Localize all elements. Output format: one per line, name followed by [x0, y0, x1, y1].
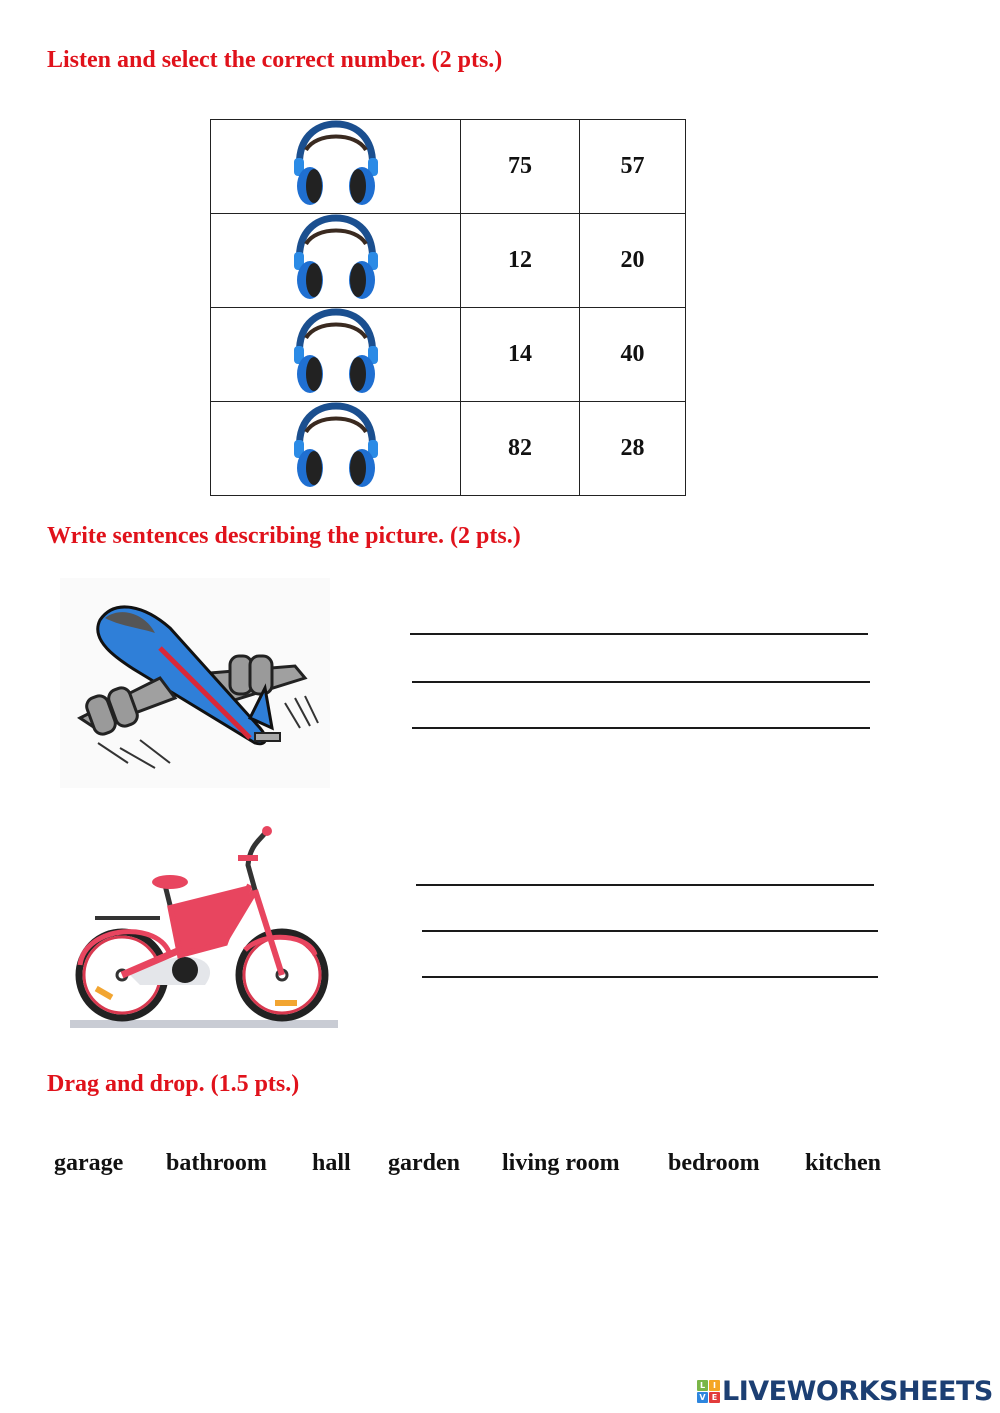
draggable-word-living-room[interactable]: living room — [502, 1150, 620, 1176]
table-row — [211, 120, 686, 214]
number-option[interactable]: 28 — [620, 435, 645, 461]
number-option[interactable]: 75 — [508, 153, 532, 179]
liveworksheets-logo — [697, 1378, 993, 1405]
headphones-cell[interactable] — [211, 308, 461, 402]
draggable-word-bathroom[interactable]: bathroom — [166, 1150, 267, 1176]
number-option[interactable]: 57 — [620, 153, 645, 179]
answer-line[interactable] — [422, 930, 878, 932]
option-cell[interactable] — [461, 214, 580, 308]
option-cell[interactable] — [461, 120, 580, 214]
number-option[interactable]: 82 — [508, 435, 532, 461]
draggable-word-kitchen[interactable]: kitchen — [805, 1150, 882, 1176]
number-option[interactable]: 14 — [508, 341, 532, 367]
number-option[interactable]: 40 — [620, 341, 645, 367]
answer-input-bicycle-1[interactable] — [416, 854, 878, 884]
answer-input-airplane-1[interactable] — [410, 603, 872, 633]
logo-letter: L — [697, 1380, 708, 1391]
headphones-icon[interactable] — [286, 308, 386, 394]
draggable-word-hall[interactable]: hall — [312, 1150, 351, 1176]
live-logo-icon — [697, 1380, 720, 1403]
answer-input-bicycle-3[interactable] — [422, 946, 882, 976]
answer-line[interactable] — [422, 976, 878, 978]
table-row — [211, 308, 686, 402]
option-cell[interactable] — [580, 120, 686, 214]
logo-letter: V — [697, 1392, 708, 1403]
answer-line[interactable] — [412, 727, 870, 729]
option-cell[interactable] — [580, 308, 686, 402]
answer-line[interactable] — [410, 633, 868, 635]
airplane-picture — [60, 578, 330, 788]
listen-select-table — [210, 119, 686, 496]
headphones-cell[interactable] — [211, 214, 461, 308]
table-row — [211, 402, 686, 496]
headphones-icon[interactable] — [286, 402, 386, 488]
option-cell[interactable] — [461, 308, 580, 402]
option-cell[interactable] — [580, 402, 686, 496]
draggable-word-garage[interactable]: garage — [54, 1150, 124, 1176]
answer-line[interactable] — [416, 884, 874, 886]
option-cell[interactable] — [461, 402, 580, 496]
headphones-cell[interactable] — [211, 402, 461, 496]
headphones-icon[interactable] — [286, 214, 386, 300]
section-heading-write: Write sentences describing the picture. (2 pts.) — [47, 523, 521, 549]
headphones-cell[interactable] — [211, 120, 461, 214]
answer-input-airplane-2[interactable] — [412, 651, 874, 681]
logo-text: LIVEWORKSHEETS — [722, 1376, 993, 1407]
number-option[interactable]: 20 — [620, 247, 645, 273]
table-row — [211, 214, 686, 308]
answer-input-bicycle-2[interactable] — [422, 900, 882, 930]
section-heading-drag: Drag and drop. (1.5 pts.) — [47, 1071, 300, 1097]
answer-line[interactable] — [412, 681, 870, 683]
section-heading-listen: Listen and select the correct number. (2 pts.) — [47, 47, 503, 73]
draggable-word-bedroom[interactable]: bedroom — [668, 1150, 760, 1176]
number-option[interactable]: 12 — [508, 247, 532, 273]
option-cell[interactable] — [580, 214, 686, 308]
logo-letter: E — [709, 1392, 720, 1403]
draggable-word-garden[interactable]: garden — [388, 1150, 460, 1176]
logo-letter: I — [709, 1380, 720, 1391]
headphones-icon[interactable] — [286, 120, 386, 206]
answer-input-airplane-3[interactable] — [412, 697, 874, 727]
bicycle-picture — [70, 825, 338, 1035]
